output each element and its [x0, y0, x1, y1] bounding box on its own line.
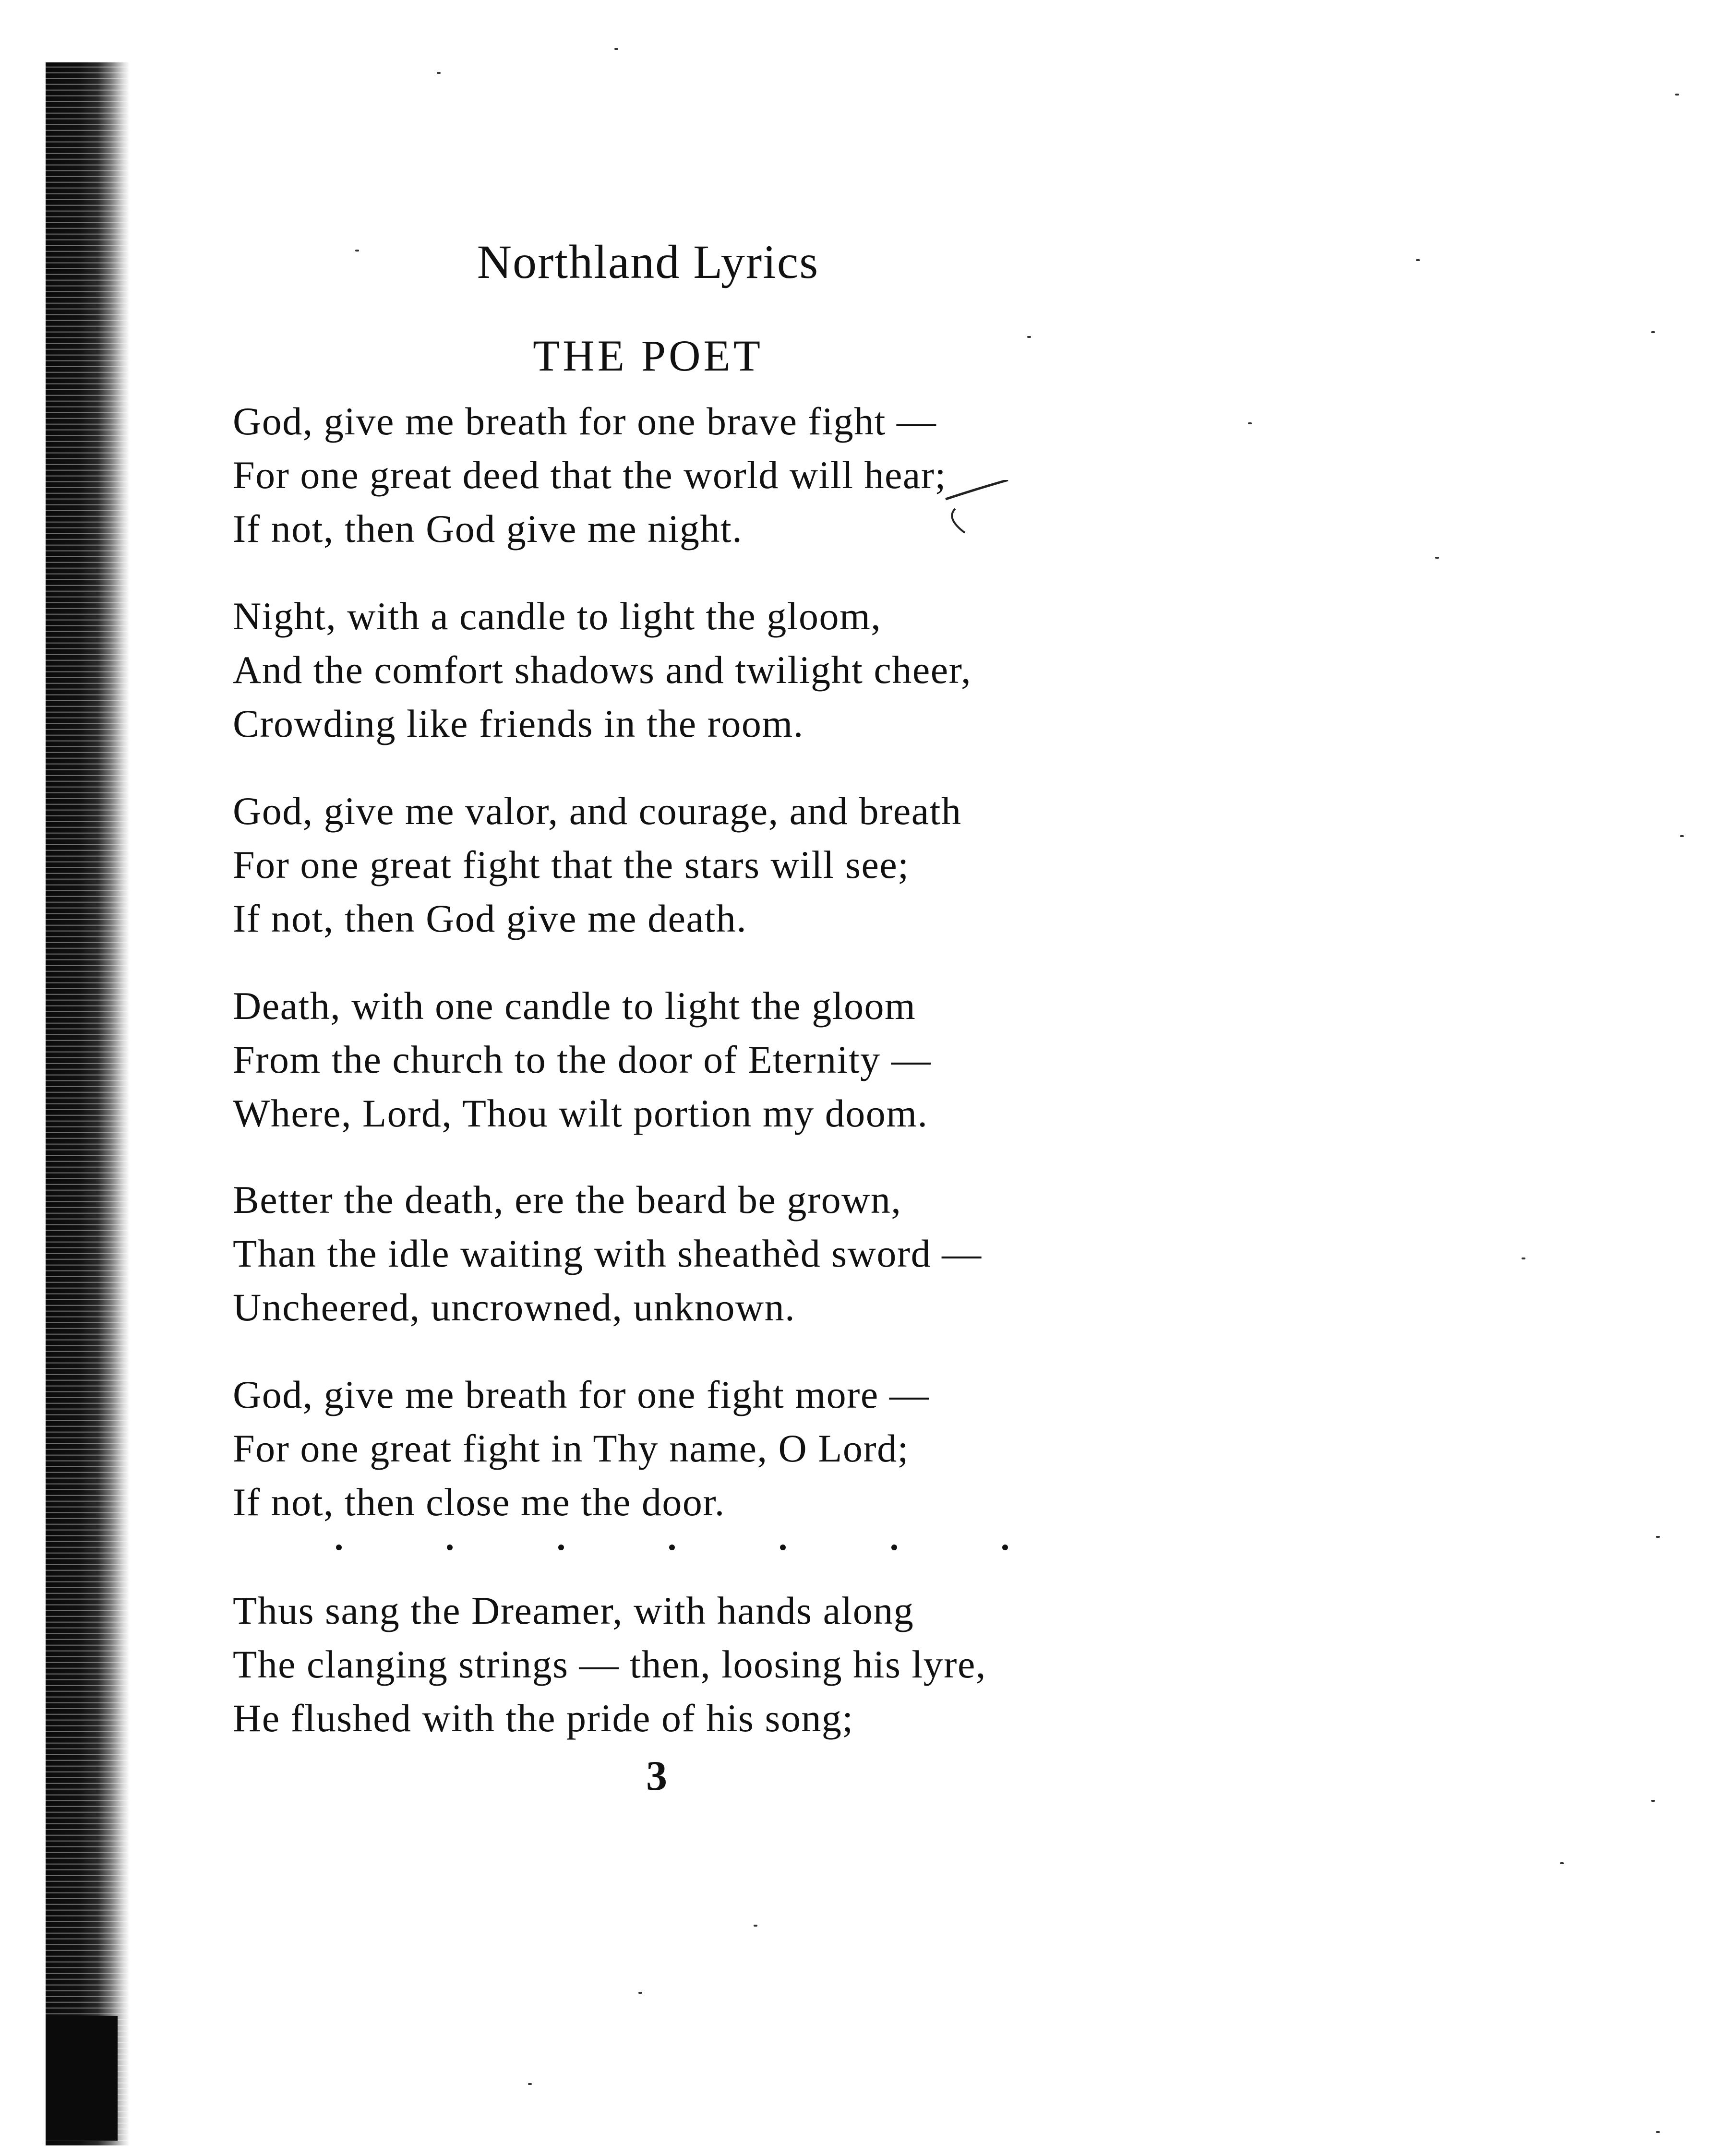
poem-line: God, give me breath for one fight more —: [233, 1373, 930, 1416]
stanza-5: [233, 1173, 1193, 1334]
poem-line: Death, with one candle to light the gloom: [233, 984, 916, 1028]
stanza-6: [233, 1368, 1193, 1529]
stanza-2: [233, 589, 1193, 751]
poem-line: Uncheered, uncrowned, unknown.: [233, 1285, 796, 1329]
poem-line: God, give me valor, and courage, and breath: [233, 789, 962, 833]
section-separator-dots: [336, 1545, 1008, 1550]
poem-line: If not, then God give me night.: [233, 507, 743, 551]
poem-line: Where, Lord, Thou wilt portion my doom.: [233, 1091, 928, 1135]
poem-line: Crowding like friends in the room.: [233, 702, 804, 745]
stanza-4: [233, 979, 1193, 1140]
poem-line: If not, then God give me death.: [233, 897, 747, 940]
poem-line: For one great deed that the world will hear;: [233, 453, 947, 497]
separator-dot: [891, 1545, 897, 1550]
scanned-binding-shadow: [46, 2016, 118, 2141]
stanza-3: [233, 784, 1193, 946]
poem-line: He flushed with the pride of his song;: [233, 1696, 854, 1740]
separator-dot: [1002, 1545, 1008, 1550]
stanza-7: [233, 1584, 1193, 1745]
separator-dot: [780, 1545, 786, 1550]
poem-line: From the church to the door of Eternity —: [233, 1038, 932, 1081]
poem-line: If not, then close me the door.: [233, 1480, 725, 1524]
poem-line: For one great fight that the stars will see;: [233, 843, 910, 886]
running-head: Northland Lyrics: [477, 235, 819, 288]
poem-line: Thus sang the Dreamer, with hands along: [233, 1589, 914, 1632]
page-number: 3: [646, 1753, 667, 1799]
separator-dot: [336, 1545, 342, 1550]
poem-line: The clanging strings — then, loosing his lyre,: [233, 1642, 986, 1686]
separator-dot: [558, 1545, 564, 1550]
poem-line: And the comfort shadows and twilight cheer,: [233, 648, 972, 692]
poem-line: For one great fight in Thy name, O Lord;: [233, 1426, 909, 1470]
separator-dot: [447, 1545, 453, 1550]
poem-line: Better the death, ere the beard be grown,: [233, 1178, 902, 1222]
poem-line: Night, with a candle to light the gloom,: [233, 594, 882, 638]
poem-line: God, give me breath for one brave fight —: [233, 399, 937, 443]
separator-dot: [669, 1545, 675, 1550]
poem-title: THE POET: [533, 331, 763, 380]
stanza-1: [233, 395, 1193, 556]
poem-line: Than the idle waiting with sheathèd sword —: [233, 1232, 982, 1275]
